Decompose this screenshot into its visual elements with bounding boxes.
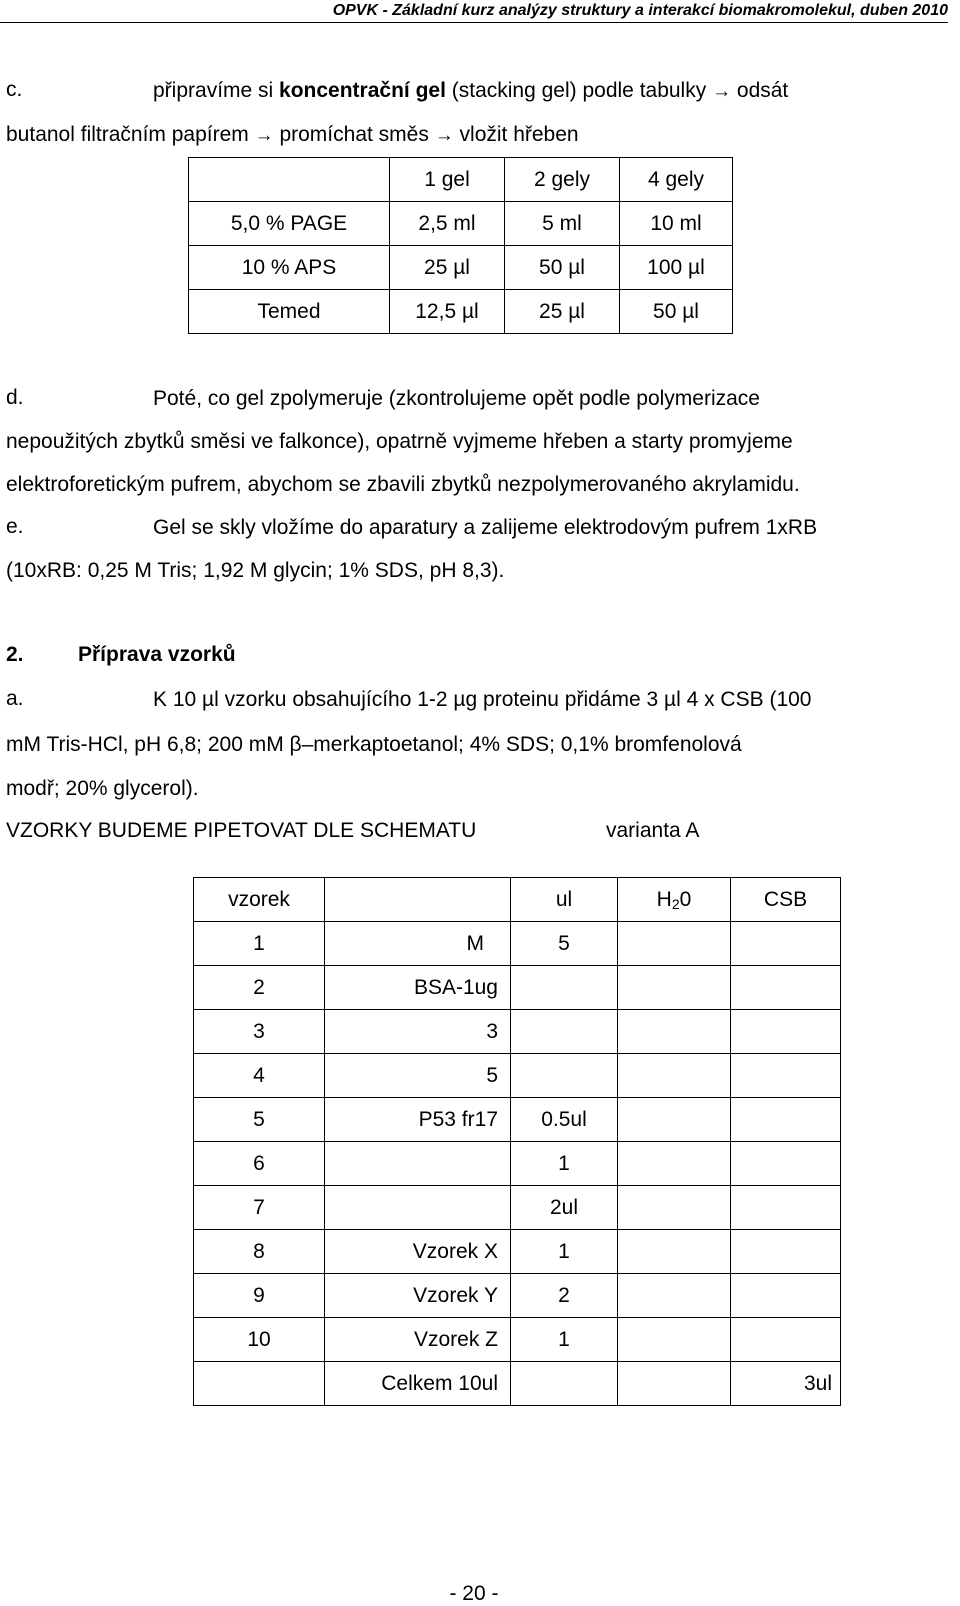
h2o-o: 0 [679,887,692,911]
table-cell [731,1318,841,1362]
table-header-cell: 1 gel [390,158,505,202]
table-cell [511,1054,618,1098]
item-label-c: c. [6,78,23,101]
table-header-cell [618,878,731,922]
table-cell: 3 [194,1010,325,1054]
paragraph-e-line2: (10xRB: 0,25 M Tris; 1,92 M glycin; 1% SDS, pH 8,3). [6,559,505,582]
table-cell [731,1054,841,1098]
table-cell [618,966,731,1010]
table-cell: 5,0 % PAGE [189,202,390,246]
table-cell: Celkem 10ul [325,1362,511,1406]
table-cell: 2 [511,1274,618,1318]
table-cell: P53 fr17 [325,1098,511,1142]
table-cell [618,1362,731,1406]
table-cell: 0.5ul [511,1098,618,1142]
table-cell: 9 [194,1274,325,1318]
table-row [194,1098,841,1142]
table-cell: Temed [189,290,390,334]
table-cell [325,878,511,922]
item-label-a: a. [6,687,24,710]
table-cell: 1 [511,1230,618,1274]
table-cell [731,1274,841,1318]
table-cell: 3 [325,1010,511,1054]
table-cell [325,1186,511,1230]
paragraph-a-line3: modř; 20% glycerol). [6,777,199,800]
table-cell [731,1186,841,1230]
table-cell: 7 [194,1186,325,1230]
paragraph-c-line1 [153,78,788,105]
paragraph-d-line2: nepoužitých zbytků směsi ve falkonce), opatrně vyjmeme hřeben a starty promyjeme [6,430,793,453]
table-cell: 4 [194,1054,325,1098]
table-cell [511,1010,618,1054]
table-cell [618,1010,731,1054]
table-row [194,1054,841,1098]
item-label-d: d. [6,386,24,409]
table-cell [618,1274,731,1318]
table-cell [189,158,390,202]
table-header-cell: 2 gely [505,158,620,202]
table-row [194,878,841,922]
table-row [194,1010,841,1054]
table-header-cell: 4 gely [620,158,733,202]
table-cell [618,1318,731,1362]
table-cell: 10 % APS [189,246,390,290]
section-number: 2. [6,643,24,666]
paragraph-d-line1: Poté, co gel zpolymeruje (zkontrolujeme opět podle polymerizace [153,387,760,410]
schema-variant: varianta A [606,819,700,842]
table-row [194,1318,841,1362]
table-cell [731,922,841,966]
c-text-2: (stacking gel) podle tabulky [445,79,713,102]
table-cell: 1 [511,1142,618,1186]
table-cell [618,1142,731,1186]
table-cell [511,1362,618,1406]
table-row [194,1186,841,1230]
table-row [189,202,733,246]
table-cell: BSA-1ug [325,966,511,1010]
table-cell: 8 [194,1230,325,1274]
c-text-6: vložit hřeben [453,123,579,146]
arrow-icon: → [712,81,732,102]
table-cell: 2ul [511,1186,618,1230]
table-cell: 10 ml [620,202,733,246]
table-cell: 1 [194,922,325,966]
table-cell [194,1362,325,1406]
arrow-icon: → [434,125,454,146]
paragraph-c-line2 [6,122,579,149]
section-title: Příprava vzorků [78,643,236,666]
table-cell: 6 [194,1142,325,1186]
h2o-h: H [656,887,672,911]
c-text-3: odsát [731,79,789,102]
paragraph-a-line2: mM Tris-HCl, pH 6,8; 200 mM β–merkaptoetanol; 4% SDS; 0,1% bromfenolová [6,733,742,756]
table-row [189,246,733,290]
sample-pipetting-table [193,877,841,1406]
table-cell [731,1142,841,1186]
item-label-e: e. [6,515,24,538]
table-cell: 25 µl [390,246,505,290]
arrow-icon: → [254,125,274,146]
table-header-cell: vzorek [194,878,325,922]
c-text-4: butanol filtračním papírem [6,123,255,146]
table-cell: 5 ml [505,202,620,246]
table-header-cell: CSB [731,878,841,922]
table-cell [731,1010,841,1054]
table-row [194,1274,841,1318]
table-cell: 3ul [731,1362,841,1406]
page-header: OPVK - Základní kurz analýzy struktury a interakcí biomakromolekul, duben 2010 [0,0,948,23]
table-cell: 10 [194,1318,325,1362]
table-cell: 1 [511,1318,618,1362]
table-cell [325,1142,511,1186]
table-cell [618,1054,731,1098]
table-row [194,1142,841,1186]
table-cell: 50 µl [505,246,620,290]
table-cell [618,922,731,966]
table-row [194,1362,841,1406]
c-text-5: promíchat směs [273,123,435,146]
table-cell: 5 [325,1054,511,1098]
table-cell: Vzorek X [325,1230,511,1274]
table-cell [618,1186,731,1230]
h2o-sub: 2 [671,895,680,912]
table-row [194,1230,841,1274]
table-cell: 5 [194,1098,325,1142]
gel-recipe-table [188,157,733,334]
table-header-cell: ul [511,878,618,922]
table-cell [618,1098,731,1142]
table-cell: 50 µl [620,290,733,334]
table-cell: Vzorek Y [325,1274,511,1318]
table-row [189,290,733,334]
c-bold-term: koncentrační gel [279,79,446,102]
paragraph-a-line1: K 10 µl vzorku obsahujícího 1-2 µg proteinu přidáme 3 µl 4 x CSB (100 [153,688,812,711]
paragraph-d-line3: elektroforetickým pufrem, abychom se zbavili zbytků nezpolymerovaného akrylamidu. [6,473,800,496]
page-number: - 20 - [449,1582,499,1605]
table-cell: 2 [194,966,325,1010]
table-cell: 2,5 ml [390,202,505,246]
table-cell: 100 µl [620,246,733,290]
table-row [194,966,841,1010]
table-cell: M [325,922,511,966]
table-cell: Vzorek Z [325,1318,511,1362]
table-row [189,158,733,202]
table-cell [731,966,841,1010]
table-cell [511,966,618,1010]
c-text-1: připravíme si [153,79,280,102]
paragraph-e-line1: Gel se skly vložíme do aparatury a zalijeme elektrodovým pufrem 1xRB [153,516,818,539]
table-row [194,922,841,966]
table-cell [618,1230,731,1274]
table-cell [731,1230,841,1274]
table-cell: 5 [511,922,618,966]
table-cell: 12,5 µl [390,290,505,334]
table-cell [731,1098,841,1142]
table-cell: 25 µl [505,290,620,334]
schema-title: VZORKY BUDEME PIPETOVAT DLE SCHEMATU [6,819,477,842]
